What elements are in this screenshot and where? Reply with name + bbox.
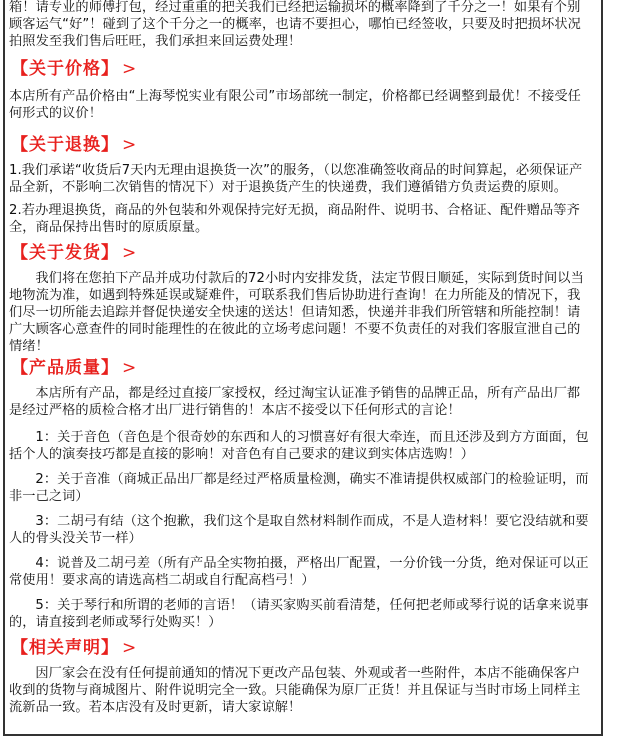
shipping-heading — [5, 240, 601, 266]
returns-item-2: 2.若办理退换货，商品的外包装和外观保持完好无损，商品附件、说明书、合格证、配件赠品等齐全，商品保持出售时的原质原量。 — [9, 203, 580, 235]
quality-item-3: 3：二胡弓有结（这个抱歉，我们这个是取自然材料制作而成，不是人造材料！要它没结就和要人的骨头没关节一样） — [9, 514, 589, 546]
quality-item-5: 5：关于琴行和所谓的老师的言语！（请买家购买前看清楚，任何把老师或琴行说的话拿来说事的，请直接到老师或琴行处购买！） — [9, 598, 589, 630]
quality-paragraph: 本店所有产品，都是经过直接厂家授权，经过淘宝认证准予销售的品牌正品，所有产品出厂都是经过严格的质检合格才出厂进行销售的！本店不接受以下任何形式的言论！ — [9, 386, 581, 418]
price-paragraph: 本店所有产品价格由“上海琴悦实业有限公司”市场部统一制定，价格都已经调整到最优！不接受任何形式的议价！ — [9, 89, 581, 121]
quality-item-2: 2：关于音准（商城正品出厂都是经过严格质量检测，确实不准请提供权威部门的检验证明，而非一己之词） — [9, 472, 589, 504]
shipping-heading-text: 【关于发货】 — [11, 243, 119, 263]
chevron-right-icon: > — [122, 638, 138, 658]
quality-heading-text: 【产品质量】 — [11, 358, 119, 378]
returns-item-1: 1.我们承诺“收货后7天内无理由退换货一次”的服务，（以您准确签收商品的时间算起，必须保证产品全新，不影响二次销售的情况下）对于退换货产生的快递费，我们遵循错方负责运费的原则。 — [9, 163, 583, 195]
quality-heading — [5, 355, 601, 381]
statement-heading — [5, 635, 601, 661]
chevron-right-icon: > — [122, 358, 138, 378]
quality-item-1: 1：关于音色（音色是个很奇妙的东西和人的习惯喜好有很大牵连，而且还涉及到方方面面，包括个人的演奏技巧都是直接的影响！对音色有自己要求的建议到实体店选购！） — [9, 430, 589, 462]
intro-paragraph: 箱！请专业的师傅打包，经过重重的把关我们已经把运输损坏的概率降到了千分之一！如果有个别顾客运气“好”！碰到了这个千分之一的概率，也请不要担心，哪怕已经签收，只要及时把损坏状况拍照发至我们售后旺旺，我们承担来回运费处理！ — [9, 0, 581, 49]
price-heading-text: 【关于价格】 — [11, 59, 119, 79]
shipping-paragraph: 我们将在您拍下产品并成功付款后的72小时内安排发货，法定节假日顺延，实际到货时间以当地物流为准，如遇到特殊延误或疑难件，可联系我们售后协助进行查询！在力所能及的情况下，我们尽一切所能去追踪并督促快递安全快速的送达！但请知悉，快递并非我们所管辖和所能控制！请广大顾客心意查件的同时能理性的在彼此的立场考虑问题！不要不负责任的对我们客服宣泄自己的情绪！ — [9, 271, 584, 354]
chevron-right-icon: > — [122, 243, 138, 263]
quality-item-4: 4：说普及二胡弓差（所有产品全实物拍摄，严格出厂配置，一分价钱一分货，绝对保证可以正常使用！要求高的请选高档二胡或自行配高档弓！） — [9, 556, 589, 588]
returns-heading-text: 【关于退换】 — [11, 135, 119, 155]
bottom-margin — [0, 738, 620, 753]
statement-heading-text: 【相关声明】 — [11, 638, 119, 658]
chevron-right-icon: > — [122, 135, 138, 155]
price-heading — [5, 56, 601, 82]
statement-paragraph: 因厂家会在没有任何提前通知的情况下更改产品包装、外观或者一些附件，本店不能确保客户收到的货物与商城图片、附件说明完全一致。只能确保为原厂正货！并且保证与当时市场上同样主流新品一致。若本店没有及时更新，请大家谅解！ — [9, 666, 581, 715]
policy-frame — [3, 0, 603, 736]
chevron-right-icon: > — [122, 59, 138, 79]
returns-heading — [5, 132, 601, 158]
